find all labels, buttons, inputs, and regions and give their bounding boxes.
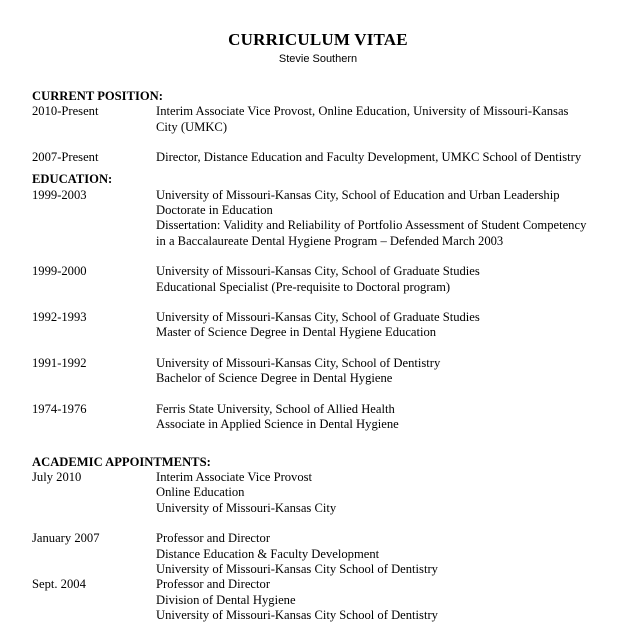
section-heading-academic-appointments: ACADEMIC APPOINTMENTS: [32, 454, 211, 469]
entry-date: July 2010 [32, 470, 82, 485]
position-entry [32, 150, 632, 165]
entry-description [156, 150, 626, 165]
entry-description [156, 531, 626, 577]
entry-description [156, 188, 626, 249]
entry-line: Educational Specialist (Pre-requisite to Doctoral program) [156, 279, 451, 294]
education-entry [32, 402, 632, 433]
cv-body [32, 89, 632, 623]
entry-line: Distance Education & Faculty Development [156, 546, 380, 561]
section-heading-education: EDUCATION: [32, 172, 113, 187]
entry-line: Dissertation: Validity and Reliability of Portfolio Assessment of Student Competency [156, 218, 587, 233]
entry-line: University of Missouri-Kansas City School of Dentistry [156, 561, 438, 576]
document-title: CURRICULUM VITAE [228, 30, 408, 49]
entry-line: Master of Science Degree in Dental Hygiene Education [156, 325, 437, 340]
entry-date: 1992-1993 [32, 310, 87, 325]
entry-line: Interim Associate Vice Provost, Online Education, University of Missouri-Kansas [156, 104, 569, 119]
entry-date: 1991-1992 [32, 356, 87, 371]
appointment-entry [32, 470, 632, 516]
position-entry [32, 104, 632, 135]
education-entry [32, 264, 632, 295]
entry-line: Associate in Applied Science in Dental Hygiene [156, 417, 399, 432]
entry-date: 2007-Present [32, 150, 99, 165]
appointment-entry [32, 531, 632, 577]
person-name: Stevie Southern [278, 53, 358, 65]
education-entry [32, 310, 632, 341]
entry-description [156, 310, 626, 341]
entry-description [156, 402, 626, 433]
entry-line: Ferris State University, School of Allied Health [156, 401, 395, 416]
entry-line: Professor and Director [156, 531, 271, 546]
entry-line: University of Missouri-Kansas City School of Dentistry [156, 607, 438, 622]
entry-line: Director, Distance Education and Faculty Development, UMKC School of Dentistry [156, 150, 582, 165]
section-heading-current-position: CURRENT POSITION: [32, 89, 163, 103]
entry-line: Interim Associate Vice Provost [156, 470, 313, 485]
entry-line: in a Baccalaureate Dental Hygiene Program – Defended March 2003 [156, 233, 504, 248]
entry-description [156, 577, 626, 623]
entry-line: Doctorate in Education [156, 203, 273, 218]
entry-line: Professor and Director [156, 577, 271, 592]
entry-date: 1974-1976 [32, 401, 87, 416]
entry-date: Sept. 2004 [32, 577, 86, 592]
entry-date: 1999-2000 [32, 264, 87, 279]
entry-line: University of Missouri-Kansas City, School of Graduate Studies [156, 310, 480, 325]
entry-date: 2010-Present [32, 104, 99, 119]
entry-line: University of Missouri-Kansas City, School of Dentistry [156, 356, 441, 371]
entry-line: Division of Dental Hygiene [156, 592, 296, 607]
appointment-entry [32, 577, 632, 623]
education-entry [32, 356, 632, 387]
entry-line: University of Missouri-Kansas City [156, 500, 337, 515]
entry-description [156, 356, 626, 387]
entry-date: January 2007 [32, 531, 100, 546]
entry-line: Online Education [156, 485, 245, 500]
entry-date: 1999-2003 [32, 187, 87, 202]
entry-description [156, 470, 626, 516]
entry-description [156, 104, 626, 135]
education-entry [32, 188, 632, 249]
entry-description [156, 264, 626, 295]
entry-line: City (UMKC) [156, 119, 228, 134]
entry-line: University of Missouri-Kansas City, School of Graduate Studies [156, 264, 480, 279]
entry-line: Bachelor of Science Degree in Dental Hygiene [156, 371, 393, 386]
entry-line: University of Missouri-Kansas City, School of Education and Urban Leadership [156, 187, 560, 202]
